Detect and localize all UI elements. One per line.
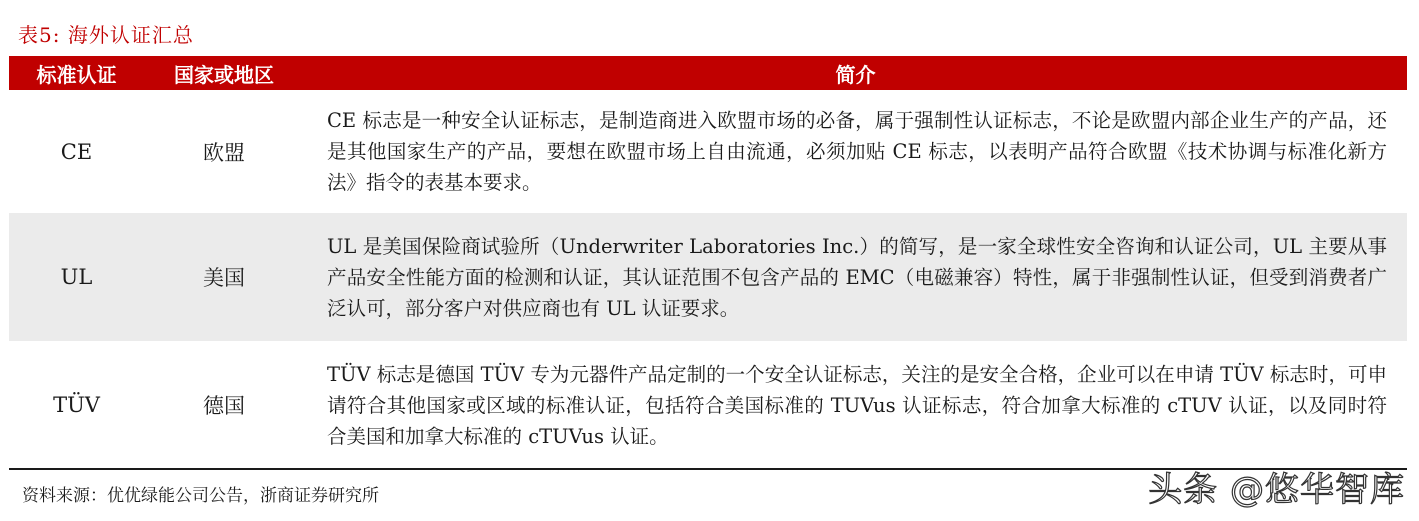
- cell-description: TÜV 标志是德国 TÜV 专为元器件产品定制的一个安全认证标志，关注的是安全合格，企业可以在申请 TÜV 标志时，可申请符合其他国家或区域的标准认证，包括符合美国标准的 TUVus 认证标志，符合加拿大标准的 cTUV 认证，以及同时符合美国和加拿大标准的 cTUVus 认证。: [327, 362, 1387, 448]
- table-row: [9, 90, 1407, 213]
- header-region: 国家或地区: [174, 62, 274, 87]
- header-standard: 标准认证: [36, 62, 117, 87]
- cell-standard: UL: [60, 265, 93, 289]
- source-note: 资料来源：优优绿能公司公告，浙商证券研究所: [22, 486, 379, 506]
- header-description: 简介: [835, 62, 876, 87]
- watermark-logo: 头条 @悠华智库: [1148, 470, 1405, 510]
- cell-region: 欧盟: [203, 140, 245, 165]
- cell-standard: TÜV: [53, 393, 100, 417]
- table-row: [9, 213, 1407, 341]
- cell-description: CE 标志是一种安全认证标志，是制造商进入欧盟市场的必备，属于强制性认证标志，不论是欧盟内部企业生产的产品，还是其他国家生产的产品，要想在欧盟市场上自由流通，必须加贴 CE 标志，以表明产品符合欧盟《技术协调与标准化新方法》指令的表基本要求。: [327, 109, 1387, 194]
- certification-table: [9, 56, 1407, 469]
- cell-description: UL 是美国保险商试验所（Underwriter Laboratories Inc.）的简写，是一家全球性安全咨询和认证公司，UL 主要从事产品安全性能方面的检测和认证，其认证范围不包含产品的 EMC（电磁兼容）特性，属于非强制性认证，但受到消费者广泛认可，部分客户对供应商也有 UL 认证要求。: [327, 234, 1387, 320]
- table-row: [9, 341, 1407, 469]
- table-title: 表5: 海外认证汇总: [18, 23, 194, 47]
- cell-standard: CE: [60, 139, 93, 164]
- cell-region: 德国: [203, 394, 245, 418]
- cell-region: 美国: [203, 266, 245, 290]
- table-header: [9, 56, 1407, 90]
